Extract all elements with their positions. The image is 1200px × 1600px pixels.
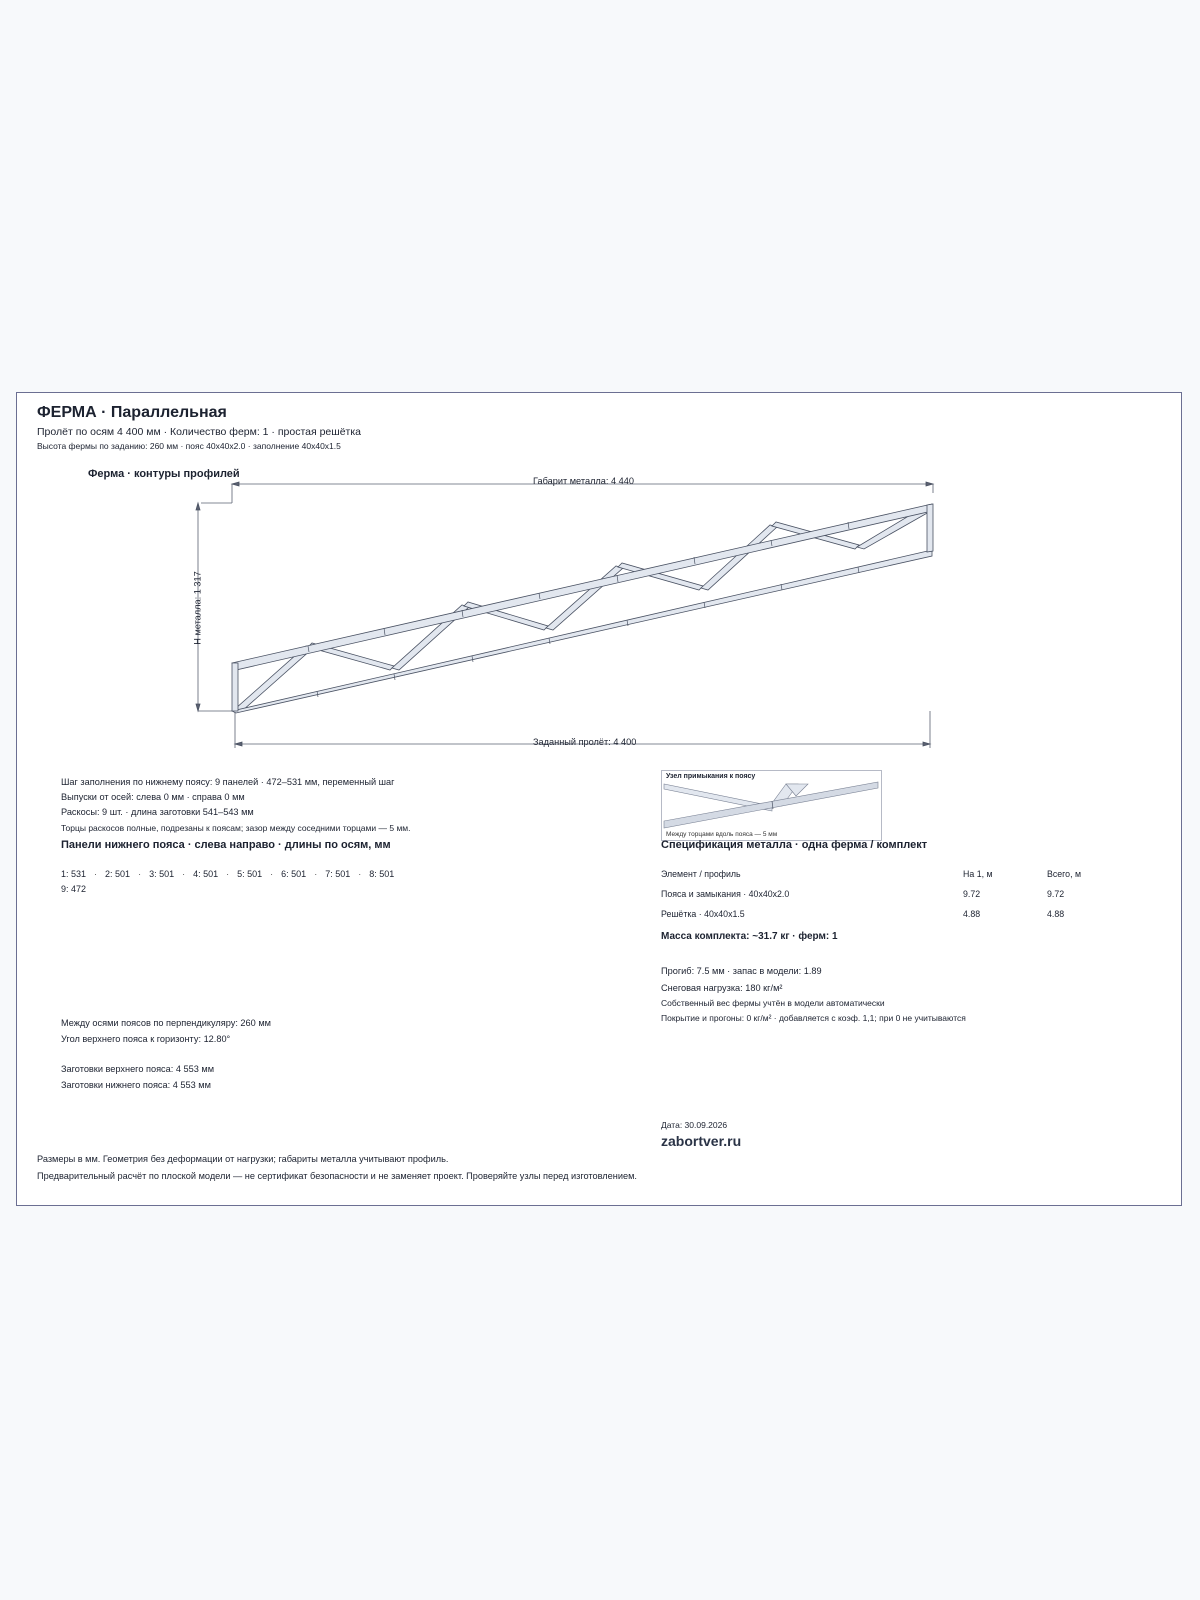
drawing-sheet xyxy=(16,392,1182,1206)
snow-text: Снеговая нагрузка: 180 кг/м² xyxy=(661,983,783,993)
brace-5 xyxy=(546,566,623,630)
bottom-chord xyxy=(232,550,932,713)
panel-length: 4: 501 xyxy=(193,869,219,879)
self-weight-text: Собственный вес фермы учтён в модели автоматически xyxy=(661,998,885,1008)
spec-row xyxy=(661,889,1121,909)
node-detail-title: Узел примыкания к поясу xyxy=(666,773,756,780)
node-detail-note: Между торцами вдоль пояса — 5 мм xyxy=(666,831,778,838)
panel-length: 9: 472 xyxy=(61,884,87,894)
spec-cell: 9.72 xyxy=(1047,889,1065,899)
spec-cell: 9.72 xyxy=(963,889,981,899)
footer-note-1: Размеры в мм. Геометрия без деформации от нагрузки; габариты металла учитывают профиль. xyxy=(37,1154,449,1164)
panel-length: 1: 531 xyxy=(61,869,87,879)
dim-bottom-arrow-right xyxy=(923,742,930,746)
node-chord xyxy=(664,782,878,828)
fill-step-text: Шаг заполнения по нижнему поясу: 9 панелей · 472–531 мм, переменный шаг xyxy=(61,777,395,787)
page-params: Высота фермы по заданию: 260 мм · пояс 40x40x2.0 · заполнение 40x40x1.5 xyxy=(37,441,341,451)
page-subtitle: Пролёт по осям 4 400 мм · Количество ферм: 1 · простая решётка xyxy=(37,426,362,438)
top-chord xyxy=(232,504,932,670)
page-title: ФЕРМА · Параллельная xyxy=(37,404,227,421)
dim-top-arrow-left xyxy=(232,482,239,486)
angle-text: Угол верхнего пояса к горизонту: 12.80° xyxy=(61,1034,231,1044)
bottom-blanks-text: Заготовки нижнего пояса: 4 553 мм xyxy=(61,1080,211,1090)
braces-text: Раскосы: 9 шт. · длина заготовки 541–543 мм xyxy=(61,807,254,817)
panel-length: 2: 501 xyxy=(105,869,131,879)
spec-table xyxy=(661,869,1121,929)
axis-distance-text: Между осями поясов по перпендикуляру: 260 мм xyxy=(61,1018,271,1028)
panels-title: Панели нижнего пояса · слева направо · длины по осям, мм xyxy=(61,839,391,851)
overhangs-text: Выпуски от осей: слева 0 мм · справа 0 мм xyxy=(61,792,245,802)
spec-header: На 1, м xyxy=(963,869,993,879)
dim-top-label: Габарит металла: 4 440 xyxy=(533,476,634,486)
deflection-text: Прогиб: 7.5 мм · запас в модели: 1.89 xyxy=(661,966,822,976)
roofing-text: Покрытие и прогоны: 0 кг/м² · добавляется с коэф. 1,1; при 0 не учитываются xyxy=(661,1013,966,1023)
panel-length: 5: 501 xyxy=(237,869,263,879)
dim-bottom-arrow-left xyxy=(235,742,242,746)
end-post-left xyxy=(232,663,238,711)
spec-title: Спецификация металла · одна ферма / комплект xyxy=(661,839,928,851)
brace-ends-text: Торцы раскосов полные, подрезаны к поясам; зазор между соседними торцами — 5 мм. xyxy=(61,823,411,833)
dim-bottom-label: Заданный пролёт: 4 400 xyxy=(533,737,637,747)
panel-length: 7: 501 xyxy=(325,869,351,879)
panels-list: 1: 531 · 2: 501 · 3: 501 · 4: 501 · 5: 501 · 6: 501 · 7: 501 · 8: 501 9: 472 xyxy=(61,867,401,897)
node-detail-sketch xyxy=(662,771,881,840)
panel-length: 8: 501 xyxy=(369,869,395,879)
top-blanks-text: Заготовки верхнего пояса: 4 553 мм xyxy=(61,1064,215,1074)
drawing-title: Ферма · контуры профилей xyxy=(88,468,240,480)
end-post-right xyxy=(927,504,933,552)
node-detail xyxy=(661,770,882,841)
dim-top-arrow-right xyxy=(926,482,933,486)
dim-left-label: Н металла: 1 317 xyxy=(192,571,203,645)
mass-text: Масса комплекта: ~31.7 кг · ферм: 1 xyxy=(661,931,838,942)
spec-header-row xyxy=(661,869,1121,889)
dim-left-arrow-top xyxy=(196,503,200,510)
brand-site[interactable]: zabortver.ru xyxy=(661,1133,742,1149)
spec-cell: Решётка · 40x40x1.5 xyxy=(661,909,745,919)
footer-note-2: Предварительный расчёт по плоской модели — не сертификат безопасности и не заменяет проект. Проверяйте узлы перед изготовлением. xyxy=(37,1171,637,1181)
spec-cell: Пояса и замыкания · 40x40x2.0 xyxy=(661,889,790,899)
dim-left-arrow-bottom xyxy=(196,704,200,711)
spec-cell: 4.88 xyxy=(963,909,981,919)
spec-header: Элемент / профиль xyxy=(661,869,741,879)
date-text: Дата: 30.09.2026 xyxy=(661,1120,728,1130)
spec-row xyxy=(661,909,1121,929)
panel-length: 3: 501 xyxy=(149,869,175,879)
spec-cell: 4.88 xyxy=(1047,909,1065,919)
spec-header: Всего, м xyxy=(1047,869,1082,879)
panel-length: 6: 501 xyxy=(281,869,307,879)
